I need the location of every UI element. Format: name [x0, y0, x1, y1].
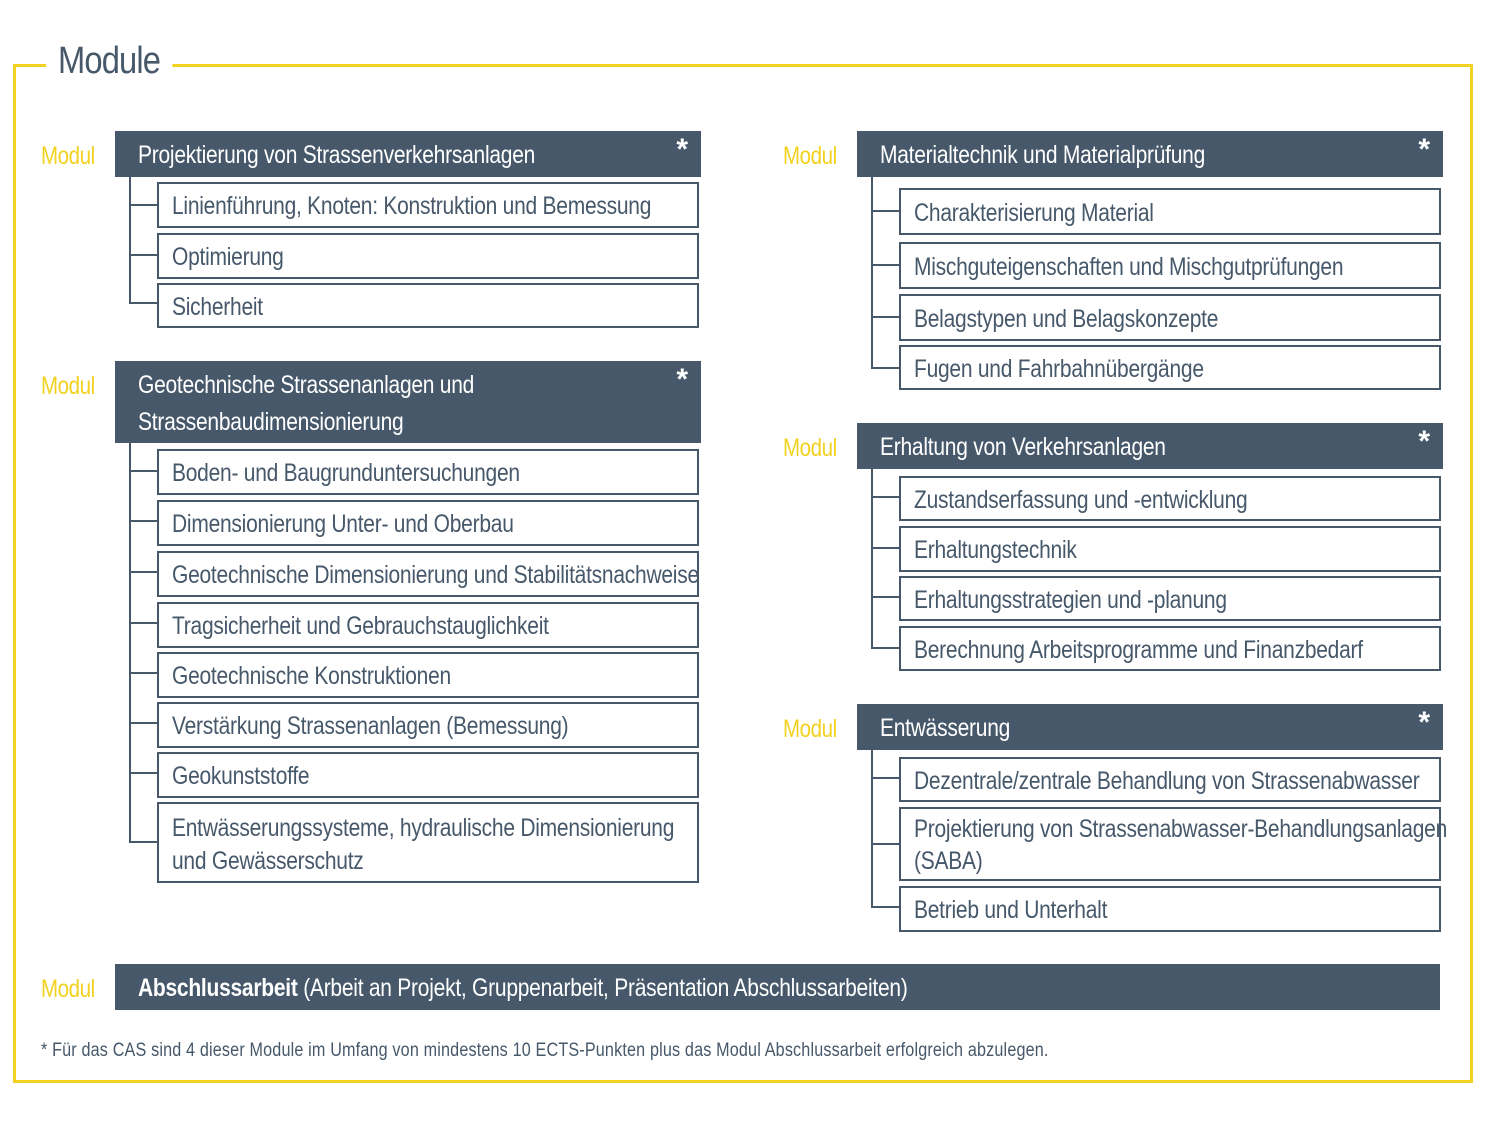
list-item — [899, 526, 1441, 572]
item-label: Zustandserfassung und -entwicklung — [914, 486, 1248, 514]
list-item — [157, 283, 699, 328]
module-title: Projektierung von Strassenverkehrsanlagen — [138, 141, 536, 169]
module-header-geotechnik — [115, 361, 701, 443]
item-label: Erhaltungsstrategien und -planung — [914, 586, 1227, 614]
item-label: Betrieb und Unterhalt — [914, 896, 1108, 924]
item-label: Tragsicherheit und Gebrauchstauglichkeit — [172, 612, 549, 640]
module-title-line1: Geotechnische Strassenanlagen und — [138, 371, 475, 399]
tree-connector — [129, 622, 158, 624]
tree-connector — [871, 750, 873, 908]
tree-connector — [129, 571, 158, 573]
tree-connector — [129, 772, 158, 774]
list-item — [899, 807, 1448, 881]
modul-label: Modul — [41, 975, 95, 1003]
item-label: Entwässerungssysteme, hydraulische Dimensionierung — [172, 814, 675, 842]
asterisk-icon: * — [676, 363, 688, 396]
list-item — [899, 626, 1441, 671]
asterisk-icon: * — [1418, 425, 1430, 458]
modul-label: Modul — [783, 715, 837, 743]
list-item — [157, 449, 699, 495]
module-title: Entwässerung — [880, 714, 1011, 742]
asterisk-icon: * — [676, 133, 688, 166]
item-label: Linienführung, Knoten: Konstruktion und Bemessung — [172, 192, 652, 220]
item-label: Dimensionierung Unter- und Oberbau — [172, 510, 514, 538]
module-header-entwaesserung — [857, 704, 1443, 750]
list-item — [157, 702, 699, 748]
list-item — [899, 294, 1441, 341]
item-label: Dezentrale/zentrale Behandlung von Strassenabwasser — [914, 767, 1420, 795]
tree-connector — [129, 302, 158, 304]
item-label: Geotechnische Dimensionierung und Stabilitätsnachweise — [172, 561, 699, 589]
tree-connector — [871, 596, 900, 598]
item-label: Erhaltungstechnik — [914, 536, 1077, 564]
module-header-erhaltung — [857, 423, 1443, 469]
tree-connector — [129, 841, 158, 843]
tree-connector — [871, 906, 900, 908]
module-title-rest: (Arbeit an Projekt, Gruppenarbeit, Präsentation Abschlussarbeiten) — [297, 974, 908, 1002]
list-item — [157, 802, 699, 883]
tree-connector — [129, 470, 158, 472]
tree-connector — [871, 177, 873, 369]
module-header-projektierung — [115, 131, 701, 177]
tree-connector — [129, 443, 131, 843]
list-item — [899, 576, 1441, 621]
footnote: * Für das CAS sind 4 dieser Module im Umfang von mindestens 10 ECTS-Punkten plus das Modul Abschlussarbeit erfolgreich abzulegen. — [41, 1040, 1049, 1061]
list-item — [157, 182, 699, 228]
tree-connector — [129, 254, 158, 256]
tree-connector — [871, 316, 900, 318]
asterisk-icon: * — [1418, 133, 1430, 166]
asterisk-icon: * — [1418, 706, 1430, 739]
item-label: Belagstypen und Belagskonzepte — [914, 305, 1219, 333]
module-header-abschlussarbeit — [115, 964, 1440, 1010]
item-label: (SABA) — [914, 847, 983, 875]
item-label: Charakterisierung Material — [914, 199, 1154, 227]
item-label: Fugen und Fahrbahnübergänge — [914, 355, 1204, 383]
item-label: Geokunststoffe — [172, 762, 310, 790]
item-label: Sicherheit — [172, 293, 263, 321]
tree-connector — [129, 520, 158, 522]
list-item — [157, 500, 699, 546]
module-title-line2: Strassenbaudimensionierung — [138, 408, 404, 436]
modul-label: Modul — [41, 372, 95, 400]
list-item — [899, 345, 1441, 390]
item-label: Berechnung Arbeitsprogramme und Finanzbedarf — [914, 636, 1363, 664]
tree-connector — [129, 672, 158, 674]
modul-label: Modul — [783, 434, 837, 462]
list-item — [899, 242, 1441, 289]
list-item — [157, 752, 699, 798]
module-title — [138, 969, 908, 1007]
list-item — [157, 652, 699, 698]
tree-connector — [129, 177, 131, 304]
list-item — [899, 886, 1441, 932]
list-item — [899, 476, 1441, 521]
tree-connector — [871, 547, 900, 549]
tree-connector — [871, 264, 900, 266]
item-label: Mischguteigenschaften und Mischgutprüfungen — [914, 253, 1344, 281]
tree-connector — [871, 496, 900, 498]
modul-label: Modul — [41, 142, 95, 170]
item-label: Optimierung — [172, 243, 284, 271]
tree-connector — [871, 647, 900, 649]
tree-connector — [871, 210, 900, 212]
list-item — [157, 602, 699, 648]
item-label: Projektierung von Strassenabwasser-Behandlungsanlagen — [914, 815, 1448, 843]
list-item — [157, 233, 699, 279]
list-item — [899, 757, 1441, 802]
tree-connector — [871, 367, 900, 369]
tree-connector — [871, 843, 900, 845]
list-item — [899, 188, 1441, 235]
tree-connector — [871, 777, 900, 779]
list-item — [157, 551, 699, 597]
modul-label: Modul — [783, 142, 837, 170]
item-label: Geotechnische Konstruktionen — [172, 662, 451, 690]
module-title-bold: Abschlussarbeit — [138, 974, 298, 1002]
item-label: Boden- und Baugrunduntersuchungen — [172, 459, 520, 487]
tree-connector — [129, 204, 158, 206]
module-title: Erhaltung von Verkehrsanlagen — [880, 433, 1166, 461]
item-label: Verstärkung Strassenanlagen (Bemessung) — [172, 712, 569, 740]
tree-connector — [129, 722, 158, 724]
module-title: Materialtechnik und Materialprüfung — [880, 141, 1206, 169]
item-label: und Gewässerschutz — [172, 847, 364, 875]
frame-title: Module — [46, 36, 172, 86]
module-header-materialtechnik — [857, 131, 1443, 177]
